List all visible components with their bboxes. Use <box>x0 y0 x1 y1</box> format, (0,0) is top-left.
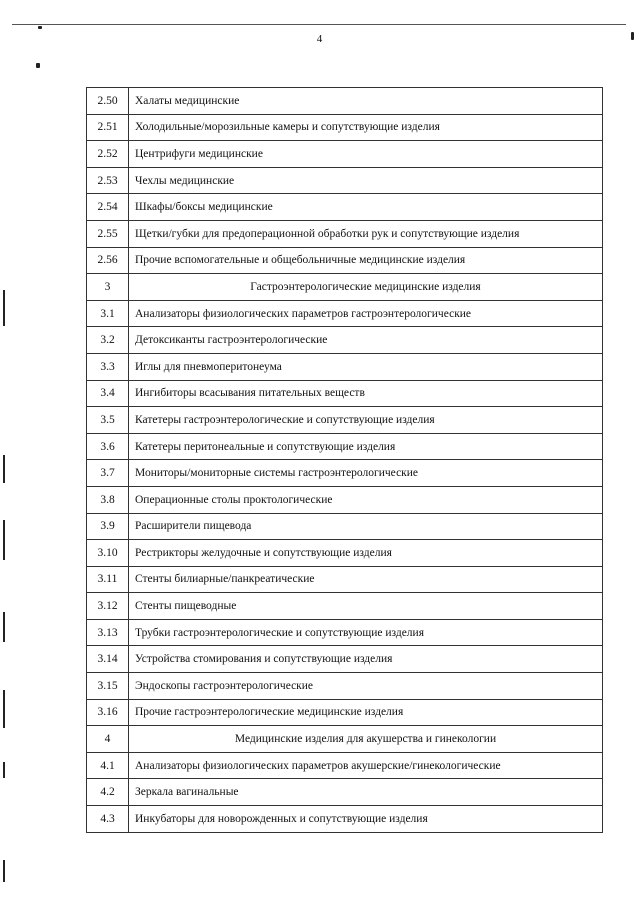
item-number: 3.10 <box>87 540 129 567</box>
section-title: Медицинские изделия для акушерства и гинекологии <box>129 726 603 753</box>
item-number: 3.3 <box>87 353 129 380</box>
item-number: 3.12 <box>87 593 129 620</box>
item-number: 3.11 <box>87 566 129 593</box>
table-row <box>87 593 603 620</box>
item-name: Стенты пищеводные <box>129 593 603 620</box>
item-name: Анализаторы физиологических параметров гастроэнтерологические <box>129 300 603 327</box>
item-name: Щетки/губки для предоперационной обработки рук и сопутствующие изделия <box>129 220 603 247</box>
table-row <box>87 407 603 434</box>
item-number: 2.53 <box>87 167 129 194</box>
item-name: Катетеры перитонеальные и сопутствующие изделия <box>129 433 603 460</box>
scan-speck <box>36 63 40 68</box>
table-row <box>87 460 603 487</box>
table-row <box>87 646 603 673</box>
item-name: Расширители пищевода <box>129 513 603 540</box>
scan-edge-mark <box>3 520 5 560</box>
scan-edge-mark <box>3 762 5 778</box>
item-name: Мониторы/мониторные системы гастроэнтерологические <box>129 460 603 487</box>
item-name: Ингибиторы всасывания питательных веществ <box>129 380 603 407</box>
item-name: Анализаторы физиологических параметров акушерские/гинекологические <box>129 752 603 779</box>
item-name: Холодильные/морозильные камеры и сопутствующие изделия <box>129 114 603 141</box>
item-number: 3.13 <box>87 619 129 646</box>
item-number: 3 <box>87 274 129 301</box>
item-name: Детоксиканты гастроэнтерологические <box>129 327 603 354</box>
scan-edge-mark <box>3 455 5 483</box>
item-name: Халаты медицинские <box>129 88 603 115</box>
item-name: Рестрикторы желудочные и сопутствующие изделия <box>129 540 603 567</box>
item-name: Иглы для пневмоперитонеума <box>129 353 603 380</box>
item-number: 4 <box>87 726 129 753</box>
table-row <box>87 247 603 274</box>
item-name: Центрифуги медицинские <box>129 141 603 168</box>
section-row <box>87 274 603 301</box>
section-row <box>87 726 603 753</box>
item-name: Катетеры гастроэнтерологические и сопутствующие изделия <box>129 407 603 434</box>
item-name: Устройства стомирования и сопутствующие изделия <box>129 646 603 673</box>
item-number: 4.2 <box>87 779 129 806</box>
table-row <box>87 486 603 513</box>
table-row <box>87 752 603 779</box>
item-name: Прочие гастроэнтерологические медицинские изделия <box>129 699 603 726</box>
item-number: 2.55 <box>87 220 129 247</box>
item-number: 2.54 <box>87 194 129 221</box>
table-row <box>87 566 603 593</box>
item-number: 4.3 <box>87 806 129 833</box>
table-row <box>87 540 603 567</box>
item-name: Эндоскопы гастроэнтерологические <box>129 673 603 700</box>
table-row <box>87 699 603 726</box>
item-number: 4.1 <box>87 752 129 779</box>
scan-edge-mark <box>3 290 5 326</box>
classification-table <box>86 87 603 833</box>
table-row <box>87 114 603 141</box>
item-number: 3.8 <box>87 486 129 513</box>
top-rule <box>12 24 626 25</box>
scan-edge-mark <box>3 612 5 642</box>
item-number: 3.15 <box>87 673 129 700</box>
item-number: 3.2 <box>87 327 129 354</box>
item-number: 2.51 <box>87 114 129 141</box>
table-row <box>87 327 603 354</box>
item-number: 3.4 <box>87 380 129 407</box>
section-title: Гастроэнтерологические медицинские изделия <box>129 274 603 301</box>
table-row <box>87 779 603 806</box>
table-row <box>87 300 603 327</box>
item-number: 3.14 <box>87 646 129 673</box>
item-name: Чехлы медицинские <box>129 167 603 194</box>
item-name: Операционные столы проктологические <box>129 486 603 513</box>
table-row <box>87 353 603 380</box>
item-number: 3.1 <box>87 300 129 327</box>
table-row <box>87 141 603 168</box>
table-row <box>87 433 603 460</box>
table-row <box>87 220 603 247</box>
item-number: 3.5 <box>87 407 129 434</box>
table-row <box>87 167 603 194</box>
item-number: 3.6 <box>87 433 129 460</box>
table-row <box>87 619 603 646</box>
table-row <box>87 380 603 407</box>
table-row <box>87 88 603 115</box>
item-number: 2.56 <box>87 247 129 274</box>
scan-edge-mark <box>3 860 5 882</box>
item-number: 3.9 <box>87 513 129 540</box>
item-name: Трубки гастроэнтерологические и сопутствующие изделия <box>129 619 603 646</box>
item-name: Шкафы/боксы медицинские <box>129 194 603 221</box>
scan-speck <box>38 26 42 29</box>
item-name: Инкубаторы для новорожденных и сопутствующие изделия <box>129 806 603 833</box>
page-number: 4 <box>316 33 323 45</box>
table-row <box>87 673 603 700</box>
scan-edge-mark <box>3 690 5 728</box>
table-row <box>87 194 603 221</box>
item-name: Зеркала вагинальные <box>129 779 603 806</box>
table-row <box>87 513 603 540</box>
item-name: Прочие вспомогательные и общебольничные медицинские изделия <box>129 247 603 274</box>
item-number: 2.50 <box>87 88 129 115</box>
item-number: 3.16 <box>87 699 129 726</box>
table-row <box>87 806 603 833</box>
item-number: 2.52 <box>87 141 129 168</box>
item-number: 3.7 <box>87 460 129 487</box>
item-name: Стенты билиарные/панкреатические <box>129 566 603 593</box>
